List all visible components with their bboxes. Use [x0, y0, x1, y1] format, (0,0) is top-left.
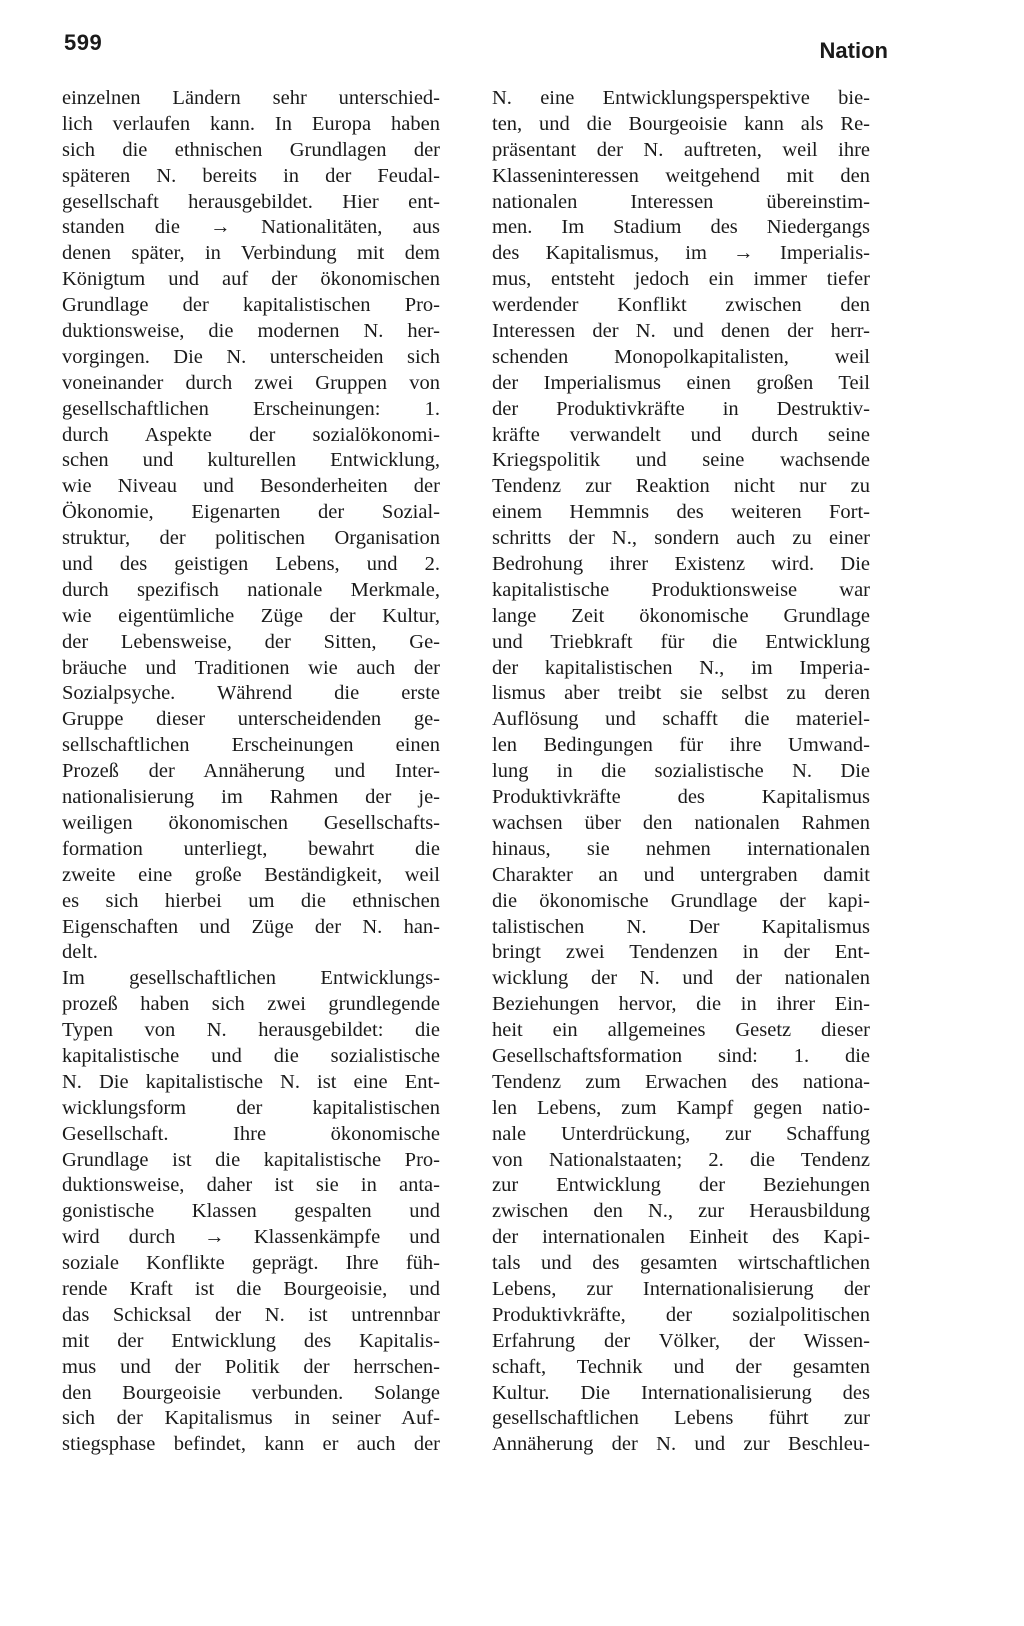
text-line: rende Kraft ist die Bourgeoisie, und: [62, 1277, 440, 1300]
text-line: kräfte verwandelt und durch seine: [492, 423, 870, 446]
text-line: len Bedingungen für ihre Umwand-: [492, 734, 870, 757]
text-line: von Nationalstaaten; 2. die Tendenz: [492, 1148, 870, 1171]
text-line: lung in die sozialistische N. Die: [492, 760, 870, 783]
text-line: lange Zeit ökonomische Grundlage: [492, 604, 870, 627]
text-column-left: [62, 86, 440, 1458]
text-line: durch Aspekte der sozialökonomi-: [62, 423, 440, 446]
text-line: zwischen den N., zur Herausbildung: [492, 1200, 870, 1223]
text-line: nationalen Interessen übereinstim-: [492, 190, 870, 213]
text-line: Interessen der N. und denen der herr-: [492, 320, 870, 343]
text-line: Kriegspolitik und seine wachsende: [492, 449, 870, 472]
text-line: schritts der N., sondern auch zu einer: [492, 527, 870, 550]
text-line: Gruppe dieser unterscheidenden ge-: [62, 708, 440, 731]
text-line: Gesellschaftsformation sind: 1. die: [492, 1044, 870, 1067]
text-line: einem Hemmnis des weiteren Fort-: [492, 501, 870, 524]
text-line: talistischen N. Der Kapitalismus: [492, 915, 870, 938]
text-line: der Imperialismus einen großen Teil: [492, 371, 870, 394]
text-line: Grundlage der kapitalistischen Pro-: [62, 294, 440, 317]
text-line: Klasseninteressen weitgehend mit den: [492, 164, 870, 187]
text-line: sich der Kapitalismus in seiner Auf-: [62, 1407, 440, 1430]
text-line: Produktivkräfte, der sozialpolitischen: [492, 1303, 870, 1326]
text-line: Ökonomie, Eigenarten der Sozial-: [62, 501, 440, 524]
text-line: der kapitalistischen N., im Imperia-: [492, 656, 870, 679]
text-line: gesellschaftlichen Lebens führt zur: [492, 1407, 870, 1430]
text-line: hinaus, sie nehmen internationalen: [492, 837, 870, 860]
text-line: schaft, Technik und der gesamten: [492, 1355, 870, 1378]
text-line: Gesellschaft. Ihre ökonomische: [62, 1122, 440, 1145]
text-line: formation unterliegt, bewahrt die: [62, 837, 440, 860]
text-line: heit ein allgemeines Gesetz dieser: [492, 1019, 870, 1042]
text-line: len Lebens, zum Kampf gegen natio-: [492, 1096, 870, 1119]
text-line: sellschaftlichen Erscheinungen einen: [62, 734, 440, 757]
text-line: duktionsweise, daher ist sie in anta-: [62, 1174, 440, 1197]
running-head: Nation: [819, 38, 888, 63]
text-line: weiligen ökonomischen Gesellschafts-: [62, 811, 440, 834]
text-line: Erfahrung der Völker, der Wissen-: [492, 1329, 870, 1352]
text-line: wird durch → Klassenkämpfe und: [62, 1226, 440, 1249]
text-line: duktionsweise, die modernen N. her-: [62, 320, 440, 343]
text-line: Prozeß der Annäherung und Inter-: [62, 760, 440, 783]
text-line: und Triebkraft für die Entwicklung: [492, 630, 870, 653]
text-line: mus, entsteht jedoch ein immer tiefer: [492, 268, 870, 291]
text-line: den Bourgeoisie verbunden. Solange: [62, 1381, 440, 1404]
text-line: lismus aber treibt sie selbst zu deren: [492, 682, 870, 705]
text-line: bräuche und Traditionen wie auch der: [62, 656, 440, 679]
text-line: Beziehungen hervor, die in ihrer Ein-: [492, 993, 870, 1016]
text-line: mit der Entwicklung des Kapitalis-: [62, 1329, 440, 1352]
text-line: wachsen über den nationalen Rahmen: [492, 811, 870, 834]
text-line: schenden Monopolkapitalisten, weil: [492, 345, 870, 368]
text-line: der internationalen Einheit des Kapi-: [492, 1226, 870, 1249]
text-line: gonistische Klassen gespalten und: [62, 1200, 440, 1223]
text-line: es sich hierbei um die ethnischen: [62, 889, 440, 912]
text-line: einzelnen Ländern sehr unterschied-: [62, 87, 440, 109]
text-line: späteren N. bereits in der Feudal-: [62, 164, 440, 187]
text-line: men. Im Stadium des Niedergangs: [492, 216, 870, 239]
text-line: Sozialpsyche. Während die erste: [62, 682, 440, 705]
text-line: schen und kulturellen Entwicklung,: [62, 449, 440, 472]
text-line: Produktivkräfte des Kapitalismus: [492, 786, 870, 809]
text-line: wicklung der N. und der nationalen: [492, 967, 870, 990]
text-line: Typen von N. herausgebildet: die: [62, 1019, 440, 1042]
text-line: das Schicksal der N. ist untrennbar: [62, 1303, 440, 1326]
text-line: gesellschaftlichen Erscheinungen: 1.: [62, 397, 440, 420]
text-line: kapitalistische Produktionsweise war: [492, 578, 870, 601]
text-line: Tendenz zur Reaktion nicht nur zu: [492, 475, 870, 498]
text-line: gesellschaft herausgebildet. Hier ent-: [62, 190, 440, 213]
text-line: präsentant der N. auftreten, weil ihre: [492, 138, 870, 161]
text-line: zweite eine große Beständigkeit, weil: [62, 863, 440, 886]
text-line: N. eine Entwicklungsperspektive bie-: [492, 87, 870, 109]
text-line: Eigenschaften und Züge der N. han-: [62, 915, 440, 938]
text-line: struktur, der politischen Organisation: [62, 527, 440, 550]
text-line: wie eigentümliche Züge der Kultur,: [62, 604, 440, 627]
text-line: wie Niveau und Besonderheiten der: [62, 475, 440, 498]
text-column-right: [492, 86, 870, 1458]
text-line: mus und der Politik der herrschen-: [62, 1355, 440, 1378]
text-line: Kultur. Die Internationalisierung des: [492, 1381, 870, 1404]
text-line: lich verlaufen kann. In Europa haben: [62, 112, 440, 135]
text-line: N. Die kapitalistische N. ist eine Ent-: [62, 1070, 440, 1093]
text-line: Lebens, zur Internationalisierung der: [492, 1277, 870, 1300]
text-line: werdender Konflikt zwischen den: [492, 294, 870, 317]
text-line: der Produktivkräfte in Destruktiv-: [492, 397, 870, 420]
text-line: standen die → Nationalitäten, aus: [62, 216, 440, 239]
text-line: der Lebensweise, der Sitten, Ge-: [62, 630, 440, 653]
text-line: zur Entwicklung der Beziehungen: [492, 1174, 870, 1197]
text-line: stiegsphase befindet, kann er auch der: [62, 1433, 440, 1456]
text-line: Bedrohung ihrer Existenz wird. Die: [492, 553, 870, 576]
text-line: voneinander durch zwei Gruppen von: [62, 371, 440, 394]
text-line: wicklungsform der kapitalistischen: [62, 1096, 440, 1119]
text-line: denen später, in Verbindung mit dem: [62, 242, 440, 265]
text-line: prozeß haben sich zwei grundlegende: [62, 993, 440, 1016]
page-number: 599: [64, 30, 103, 55]
text-line: Auflösung und schafft die materiel-: [492, 708, 870, 731]
text-line: tals und des gesamten wirtschaftlichen: [492, 1252, 870, 1275]
text-line: Königtum und auf der ökonomischen: [62, 268, 440, 291]
text-line: und des geistigen Lebens, und 2.: [62, 553, 440, 576]
text-line: durch spezifisch nationale Merkmale,: [62, 578, 440, 601]
text-line: nale Unterdrückung, zur Schaffung: [492, 1122, 870, 1145]
text-line: vorgingen. Die N. unterscheiden sich: [62, 345, 440, 368]
text-line: Im gesellschaftlichen Entwicklungs-: [62, 967, 440, 990]
text-line: die ökonomische Grundlage der kapi-: [492, 889, 870, 912]
text-line: kapitalistische und die sozialistische: [62, 1044, 440, 1067]
text-line: Charakter an und untergraben damit: [492, 863, 870, 886]
text-line: Annäherung der N. und zur Beschleu-: [492, 1433, 870, 1456]
text-line: delt.: [62, 941, 98, 964]
text-line: bringt zwei Tendenzen in der Ent-: [492, 941, 870, 964]
text-line: ten, und die Bourgeoisie kann als Re-: [492, 112, 870, 135]
text-line: Grundlage ist die kapitalistische Pro-: [62, 1148, 440, 1171]
text-line: soziale Konflikte geprägt. Ihre füh-: [62, 1252, 440, 1275]
text-line: Tendenz zum Erwachen des nationa-: [492, 1070, 870, 1093]
text-line: sich die ethnischen Grundlagen der: [62, 138, 440, 161]
text-line: des Kapitalismus, im → Imperialis-: [492, 242, 870, 265]
text-line: nationalisierung im Rahmen der je-: [62, 786, 440, 809]
